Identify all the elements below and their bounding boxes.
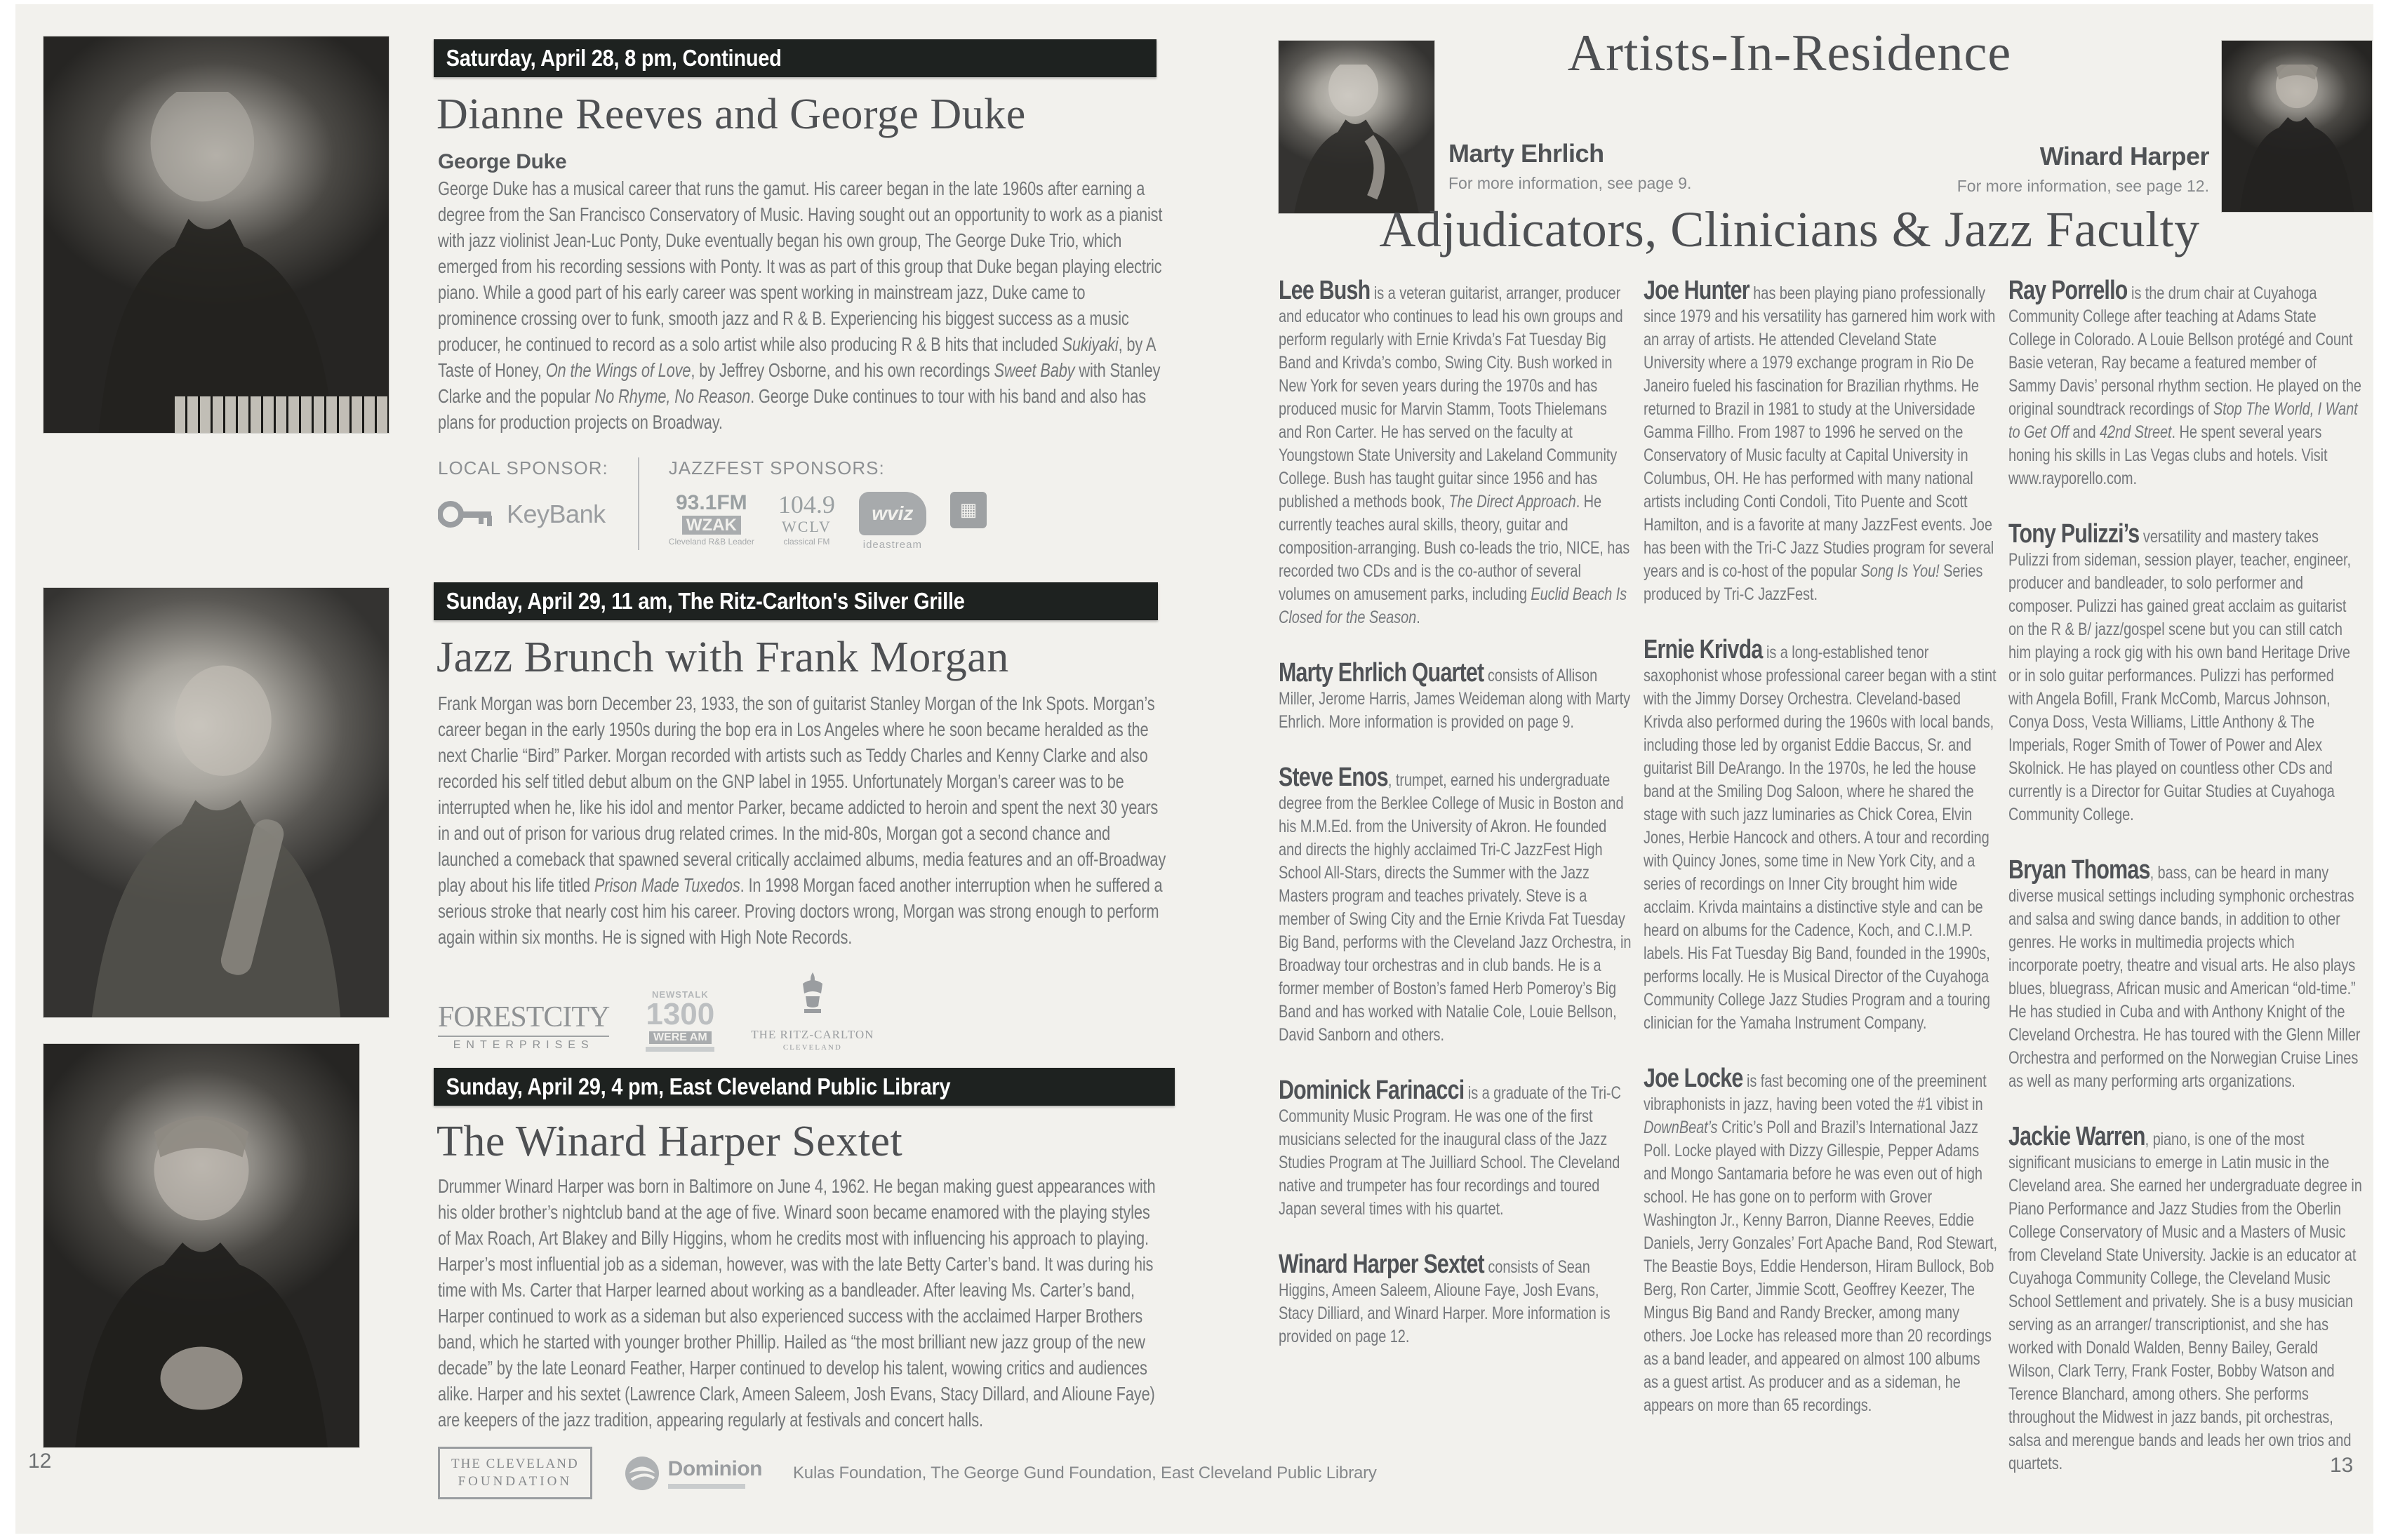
piano-keys — [175, 396, 389, 433]
were-newstalk: NEWSTALK — [651, 989, 709, 1000]
forest-city-enterprises: ENTERPRISES — [438, 1036, 609, 1052]
page-number-left: 12 — [28, 1449, 52, 1473]
george-duke-photo — [44, 36, 389, 433]
faculty-bio — [1279, 1250, 1632, 1348]
sponsor-divider — [638, 457, 639, 550]
were-tagline-smudge — [646, 1047, 714, 1052]
faculty-name: Joe Locke — [1644, 1064, 1743, 1093]
event-date-text: Sunday, April 29, 11 am, The Ritz-Carlton's Silver Grille — [446, 588, 965, 614]
wviz-logo — [859, 492, 926, 551]
frank-morgan-photo — [44, 588, 389, 1017]
faculty-bio-text: versatility and mastery takes Pulizzi from sideman, session player, teacher, engineer, producer and bandleader, to solo performer and composer. Pulizzi has gained great acclaim as guitarist on the R & B/ jazz/gospel scene but you can still catch him playing a rock gig with his own band Heritage Drive or in solo guitar performances. Pulizzi has performed with Angela Bofill, Frank McComb, Marcus Johnson, Conya Doss, Vesta Williams, Little Anthony & The Imperials, Roger Smith of Tower of Power and Alex Skolnick. He has played on countless other CDs and currently is a Director for Guitar Studies at Cuyahoga Community College. — [2008, 527, 2352, 824]
faculty-name: Dominick Farinacci — [1279, 1076, 1465, 1105]
wzak-call-letters: WZAK — [682, 516, 741, 535]
event-date-bar-2 — [434, 582, 1158, 620]
resident-info: For more information, see page 9. — [1448, 174, 1692, 192]
event-subheading-1: George Duke — [438, 150, 567, 173]
resident-info: For more information, see page 12. — [1957, 177, 2209, 195]
wzak-logo — [669, 492, 754, 546]
event-body-3: Drummer Winard Harper was born in Baltimore on June 4, 1962. He began making guest appearances with his older brother’s nightclub band at the age of five. Winard soon became enamored with the playing styles of Max Roach, Art Blakey and Billy Higgins, whom he credits most with influencing his approach to playing. Harper’s most influential job as a sideman, however, was with the late Betty Carter’s band. It was during his time with Ms. Carter that Harper learned about working as a bandleader. After leaving Ms. Carter’s band, Harper continued to work as a sideman but also experienced success with the acclaimed Harper Brothers band, which he started with younger brother Phillip. Hailed as “the most brilliant new jazz group of the new decade” by the late Leonard Feather, Harper continued to develop his talent, wowing critics and audiences alike. Harper and his sextet (Lawrence Clark, Ameen Saleem, Josh Evans, Stacy Dillard, and Alioune Faye) are keepers of the jazz tradition, appearing regularly at festivals and concert halls. — [438, 1175, 1156, 1431]
event-title-2: Jazz Brunch with Frank Morgan — [436, 634, 1009, 681]
faculty-bio-text: is a veteran guitarist, arranger, producer and educator who continues to lead his own groups and perform regularly with Ernie Krivda’s Fat Tuesday Big Band and Krivda’s combo, Swing City. Bush worked in New York for seven years during the 1970s and has produced music for Marvin Stamm, Toots Thielemans and Ron Carter. He has served on the faculty at Youngstown State University and Lakeland Community College. Bush has taught guitar since 1956 and has published a methods book, The Direct Approach. He currently teaches aural skills, theory, guitar and composition-arranging. Bush co-leads the trio, NICE, has recorded two CDs and is the co-author of several volumes on amusement parks, including Euclid Beach Is Closed for the Season. — [1279, 283, 1630, 627]
wviz-call-letters: wviz — [872, 502, 914, 525]
footer-credit-row — [438, 1447, 1377, 1499]
ritz-carlton-logo — [751, 970, 874, 1052]
faculty-bio — [2008, 1122, 2362, 1475]
resident-name: Marty Ehrlich — [1448, 139, 1604, 168]
ritz-name: THE RITZ-CARLTON — [751, 1028, 874, 1041]
pbs-icon: ▦ — [950, 492, 987, 528]
faculty-bio-text: is a graduate of the Tri-C Community Music Program. He was one of the first musicians selected for the inaugural class of the Jazz Studies Program at The Juilliard School. The Cleveland native and trumpeter has four recordings and toured Japan several times with his quartet. — [1279, 1083, 1621, 1219]
faculty-column-2 — [1644, 276, 1997, 1449]
faculty-bio-text: consists of Sean Higgins, Ameen Saleem, Alioune Faye, Josh Evans, Stacy Dilliard, and Winard Harper. More information is provided on page 12. — [1279, 1257, 1611, 1346]
event-title-3: The Winard Harper Sextet — [436, 1118, 903, 1165]
keybank-label: KeyBank — [507, 500, 606, 528]
faculty-bio — [1279, 763, 1632, 1047]
person-silhouette-icon — [44, 648, 389, 1017]
person-silhouette-icon — [2222, 65, 2372, 212]
faculty-bio — [1279, 658, 1632, 734]
footer-credits-text: Kulas Foundation, The George Gund Foundation, East Cleveland Public Library — [792, 1463, 1377, 1482]
event-title-1: Dianne Reeves and George Duke — [436, 91, 1026, 138]
key-icon — [438, 495, 497, 534]
partner-logo-row — [438, 970, 874, 1052]
faculty-name: Joe Hunter — [1644, 276, 1749, 305]
faculty-name: Marty Ehrlich Quartet — [1279, 658, 1484, 688]
faculty-name: Jackie Warren — [2008, 1122, 2145, 1151]
dominion-swirl-icon — [623, 1454, 661, 1492]
winard-harper-photo — [44, 1044, 359, 1447]
artists-in-residence-title: Artists-In-Residence — [1567, 25, 2012, 82]
forest-city-name: FORESTCITY — [438, 1001, 610, 1033]
were-am-logo — [646, 990, 714, 1052]
wclv-frequency: 104.9 — [778, 490, 835, 518]
faculty-column-3 — [2008, 276, 2362, 1508]
person-silhouette-icon — [44, 92, 389, 433]
sponsor-row — [438, 457, 987, 551]
faculty-bio — [1279, 276, 1632, 629]
lion-crown-icon — [790, 970, 835, 1022]
faculty-bio — [1279, 1076, 1632, 1221]
person-silhouette-icon — [1279, 65, 1434, 213]
marty-ehrlich-photo — [1279, 41, 1434, 213]
event-date-bar-1 — [434, 39, 1157, 77]
faculty-section-title: Adjudicators, Clinicians & Jazz Faculty — [1379, 201, 2200, 257]
ritz-city: CLEVELAND — [782, 1043, 842, 1052]
cleveland-foundation-logo — [438, 1447, 592, 1499]
faculty-name: Ernie Krivda — [1644, 635, 1763, 664]
faculty-bio — [1644, 635, 1997, 1035]
marty-ehrlich-block — [1448, 139, 1691, 193]
local-sponsor-block — [438, 457, 608, 534]
faculty-bio-text: , piano, is one of the most significant musicians to emerge in Latin music in the Cleveland area. She earned her undergraduate degree in Piano Performance and Jazz Studies from the Oberlin College Conservatory of Music and a Masters of Music from Cleveland State University. Jackie is an educator at Cuyahoga Community College, the Cleveland Music School Settlement and privately. She is a busy musician serving as an arranger/ transcriptionist, and she has worked with Donald Walden, Benny Bailey, Gerald Wilson, Clark Terry, Frank Foster, Bobby Watson and Terence Blanchard, among others. She performs throughout the Midwest in jazz bands, pit orchestras, salsa and merengue bands and leads her own trios and quartets. — [2008, 1130, 2362, 1473]
dominion-logo — [623, 1454, 762, 1492]
faculty-bio — [2008, 276, 2362, 490]
wclv-logo — [778, 492, 835, 546]
faculty-bio — [1644, 276, 1997, 606]
local-sponsor-label: LOCAL SPONSOR: — [438, 457, 608, 478]
faculty-bio-text: has been playing piano professionally since 1979 and his versatility has garnered him work with an array of artists. He attended Cleveland State University where a 1979 exchange program in Rio De Janeiro fueled his fascination for Brazilian rhythms. He returned to Brazil in 1981 to study at the Universidade Gamma Fillho. From 1987 to 1996 he served on the Conservatory of Music faculty at Capital University in Columbus, OH. He has performed with many national artists including Conti Condoli, Tito Puente and Scott Hamilton, and is a favorite at many JazzFest events. Joe has been with the Tri-C Jazz Studies program for several years and is co-host of the popular Song Is You! Series produced by Tri-C JazzFest. — [1644, 283, 1996, 604]
faculty-bio — [1644, 1064, 1997, 1417]
foundation-line2: FOUNDATION — [458, 1473, 573, 1489]
were-1300: 1300 — [646, 997, 715, 1031]
were-call-letters: WERE AM — [649, 1031, 712, 1044]
faculty-name: Bryan Thomas — [2008, 855, 2150, 885]
foundation-line1: THE CLEVELAND — [451, 1457, 579, 1471]
faculty-bio-text: , trumpet, earned his undergraduate degree from the Berklee College of Music in Boston and his M.M.Ed. from the University of Akron. He founded and directs the highly acclaimed Tri-C JazzFest High School All-Stars, directs the Summer with the Jazz Masters program and teaches privately. Steve is a member of Swing City and the Ernie Krivda Fat Tuesday Big Band, performs with the Cleveland Jazz Orchestra, in Broadway tour orchestras and in club bands. He is a former member of Boston’s famed Herb Pomeroy’s Big Band and has worked with Natalie Cole, Louie Bellson, David Sanborn and others. — [1279, 770, 1632, 1045]
faculty-name: Ray Porrello — [2008, 276, 2128, 305]
person-silhouette-icon — [44, 1101, 359, 1448]
ideastream-label: ideastream — [862, 539, 922, 551]
faculty-name: Steve Enos — [1279, 763, 1388, 792]
wclv-tagline: classical FM — [783, 536, 830, 547]
page-number-right: 13 — [2330, 1454, 2354, 1477]
faculty-bio — [2008, 519, 2362, 826]
wzak-tagline: Cleveland R&B Leader — [668, 536, 754, 547]
event-date-text: Sunday, April 29, 4 pm, East Cleveland Public Library — [446, 1073, 951, 1099]
faculty-bio-text: consists of Allison Miller, Jerome Harris, James Weideman along with Marty Ehrlich. More information is provided on page 9. — [1279, 666, 1631, 732]
faculty-name: Lee Bush — [1279, 276, 1371, 305]
event-body-2: Frank Morgan was born December 23, 1933, the son of guitarist Stanley Morgan of the Ink Spots. Morgan’s career began in the early 1950s during the bop era in Los Angeles where he soon became heralded as the next Charlie “Bird” Parker. Morgan recorded with artists such as Teddy Charles and Kenny Clarke and also recorded his self titled debut album on the GNP label in 1955. Unfortunately Morgan’s career was to be interrupted when he, like his idol and mentor Parker, became addicted to heroin and spent the next 30 years in and out of prison for various drug related crimes. In the mid-80s, Morgan got a second chance and launched a comeback that spawned several critically acclaimed albums, media features and an off-Broadway play about his life titled Prison Made Tuxedos. In 1998 Morgan faced another interruption when he suffered a serious stroke that nearly cost him his career. Proving doctors wrong, Morgan was strong enough to perform again within six months. He is signed with High Note Records. — [438, 692, 1166, 948]
faculty-bio-text: is a long-established tenor saxophonist whose professional career began with a stint with the Jimmy Dorsey Orchestra. Cleveland-based Krivda also performed during the 1960s with local bands, including those led by organist Eddie Baccus, Sr. and guitarist Bill DeArango. In the 1970s, he led the house band at the Smiling Dog Saloon, where he shared the stage with such jazz luminaries as Chick Corea, Elvin Jones, Herbie Hancock and others. A tour and recording with Quincy Jones, some time in New York City, and a series of recordings on Inner City brought him wide acclaim. Krivda maintains a distinctive style and can be heard on albums for the Cadence, Koch, and C.I.M.P. labels. His Fat Tuesday Big Band, founded in the 1990s, performs locally. He is Musical Director of the Cuyahoga Community College Jazz Studies Program and a touring clinician for the Yamaha Instrument Company. — [1644, 643, 1997, 1033]
faculty-bio-text: is fast becoming one of the preeminent vibraphonists in jazz, having been voted the #1 vibist in DownBeat’s Critic’s Poll and Brazil’s International Jazz Poll. Locke played with Dizzy Gillespie, Pepper Adams and Mongo Santamaria before he was even out of high school. He has gone on to perform with Grover Washington Jr., Kenny Barron, Dianne Reeves, Eddie Daniels, Jerry Gonzales’ Fort Apache Band, Rod Stewart, The Beastie Boys, Eddie Henderson, Hiram Bullock, Bob Berg, Ron Carter, Jimmie Scott, Geoffrey Keezer, The Mingus Big Band and Randy Brecker, among many others. Joe Locke has released more than 20 recordings as a band leader, and appeared on almost 100 albums as a guest artist. As producer and as a sideman, he appears on more than 65 recordings. — [1644, 1071, 1997, 1415]
winard-harper-thumb-photo — [2222, 41, 2372, 212]
faculty-name: Winard Harper Sextet — [1279, 1250, 1484, 1279]
dominion-name: Dominion — [667, 1457, 762, 1481]
event-body-1: George Duke has a musical career that runs the gamut. His career began in the late 1960s after earning a degree from the San Francisco Conservatory of Music. Having sought out an opportunity to work as a pianist with jazz violinist Jean-Luc Ponty, Duke eventually began his own group, The George Duke Trio, which emerged from his recording sessions with Ponty. It was as part of this group that Duke began playing electric piano. While a good part of his early career was spent working in mainstream jazz, Duke came to prominence crossing over to funk, smooth jazz and R & B. Experiencing his biggest success as a music producer, he continued to record as a solo artist while also producing R & B hits that included Sukiyaki, by A Taste of Honey, On the Wings of Love, by Jeffrey Osborne, and his own recordings Sweet Baby with Stanley Clarke and the popular No Rhyme, No Reason. George Duke continues to tour with his band and also has plans for production projects on Broadway. — [438, 178, 1163, 433]
faculty-column-1 — [1279, 276, 1632, 1381]
resident-name: Winard Harper — [2039, 142, 2209, 170]
event-date-bar-3 — [434, 1068, 1175, 1106]
faculty-bio-text: , bass, can be heard in many diverse musical settings including symphonic orchestras and salsa and swing dance bands, in addition to other genres. He works in multimedia projects which incorporate poetry, theatre and visual arts. He also plays blues, bluegrass, African music and American “old-time.” He has studied in Cuba and with Anthony Knight of the Cleveland Orchestra. He has toured with the Glenn Miller Orchestra and performed on the Norwegian Cruise Lines as well as many performing arts organizations. — [2008, 863, 2361, 1091]
event-date-text: Saturday, April 28, 8 pm, Continued — [446, 45, 782, 71]
winard-harper-block — [1895, 142, 2209, 196]
forest-city-logo — [438, 1000, 609, 1052]
faculty-bio-text: is the drum chair at Cuyahoga Community College after teaching at Adams State College in Colorado. A Louie Bellson protégé and Count Basie veteran, Ray became a featured member of Sammy Davis’ personal rhythm section. He played on the original soundtrack recordings of Stop The World, I Want to Get Off and 42nd Street. He spent several years honing his skills in Las Vegas clubs and hotels. Visit www.rayporello.com. — [2008, 283, 2361, 488]
faculty-bio — [2008, 855, 2362, 1093]
pbs-logo — [950, 492, 987, 528]
faculty-name: Tony Pulizzi’s — [2008, 519, 2140, 549]
jazzfest-sponsor-block — [669, 457, 987, 551]
wviz-shape — [859, 492, 926, 535]
keybank-logo — [438, 495, 608, 534]
wclv-call-letters: WCLV — [781, 517, 832, 535]
dominion-tagline-smudge — [668, 1484, 745, 1489]
jazzfest-sponsors-label: JAZZFEST SPONSORS: — [668, 457, 885, 478]
wzak-frequency: 93.1FM — [675, 491, 747, 514]
